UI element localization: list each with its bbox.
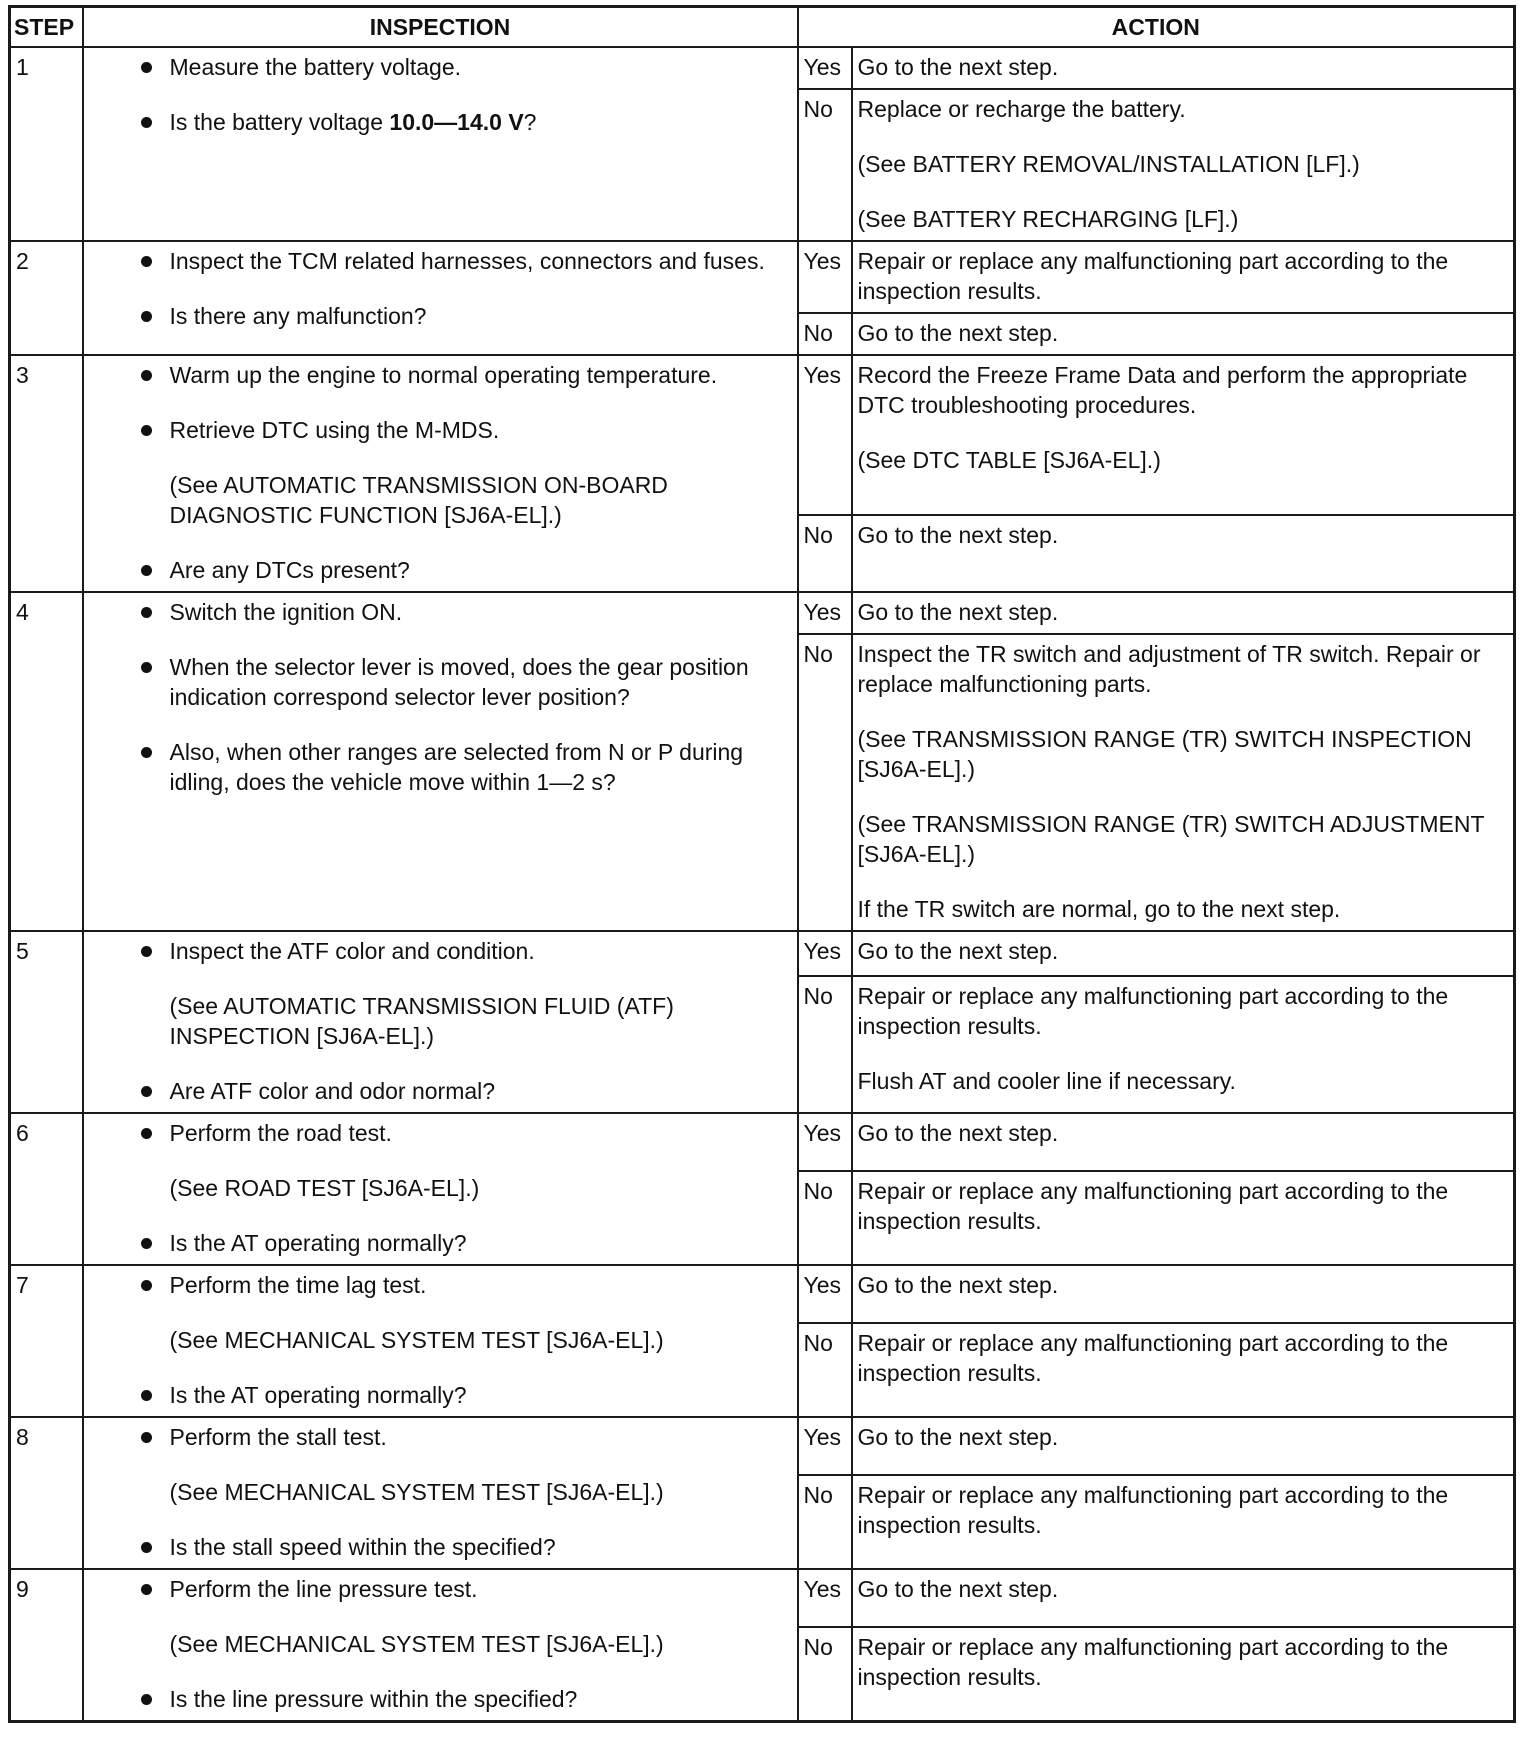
step-2-yes-row xyxy=(10,241,1515,313)
step-1-yes-row xyxy=(10,47,1515,89)
reference-text: (See BATTERY RECHARGING [LF].) xyxy=(857,206,1239,232)
no-label: No xyxy=(798,1171,852,1265)
reference-text: (See TRANSMISSION RANGE (TR) SWITCH ADJUSTMENT [SJ6A-EL].) xyxy=(857,811,1485,867)
step-7-yes-row xyxy=(10,1265,1515,1323)
action-text: Replace or recharge the battery. xyxy=(857,96,1186,122)
header-row xyxy=(10,7,1515,48)
yes-label: Yes xyxy=(798,241,852,313)
yes-action xyxy=(852,1569,1515,1627)
inspection-item: Inspect the ATF color and condition. xyxy=(89,936,792,966)
action-text: Repair or replace any malfunctioning part according to the inspection results. xyxy=(857,983,1449,1040)
inspection-item: Warm up the engine to normal operating temperature. xyxy=(89,360,792,390)
action-text: Go to the next step. xyxy=(857,1424,1059,1450)
action-text: Repair or replace any malfunctioning part according to the inspection results. xyxy=(857,1330,1449,1386)
no-label: No xyxy=(798,1627,852,1722)
no-action xyxy=(852,1475,1515,1569)
no-label: No xyxy=(798,1323,852,1417)
action-text: Go to the next step. xyxy=(857,320,1059,346)
step-number: 1 xyxy=(10,47,83,241)
step-5-yes-row xyxy=(10,931,1515,976)
step-6-inspection xyxy=(83,1113,798,1265)
no-action xyxy=(852,515,1515,592)
reference-text: (See AUTOMATIC TRANSMISSION FLUID (ATF) INSPECTION [SJ6A-EL].) xyxy=(169,993,674,1049)
reference-text: (See MECHANICAL SYSTEM TEST [SJ6A-EL].) xyxy=(169,1479,664,1505)
step-8-yes-row xyxy=(10,1417,1515,1475)
inspection-item: Is the stall speed within the specified? xyxy=(89,1532,792,1562)
yes-action xyxy=(852,47,1515,89)
step-number: 3 xyxy=(10,355,83,592)
no-label: No xyxy=(798,89,852,241)
action-text: If the TR switch are normal, go to the next step. xyxy=(857,896,1341,922)
no-label: No xyxy=(798,976,852,1113)
no-action xyxy=(852,89,1515,241)
yes-label: Yes xyxy=(798,1113,852,1171)
step-6-yes-row xyxy=(10,1113,1515,1171)
step-number: 7 xyxy=(10,1265,83,1417)
inspection-item: Are ATF color and odor normal? xyxy=(89,1076,792,1106)
inspection-item: When the selector lever is moved, does the gear position indication correspond selector lever position? xyxy=(89,652,792,712)
yes-label: Yes xyxy=(798,47,852,89)
step-number: 8 xyxy=(10,1417,83,1569)
yes-label: Yes xyxy=(798,931,852,976)
question-mark: ? xyxy=(523,109,537,135)
yes-action xyxy=(852,931,1515,976)
no-label: No xyxy=(798,634,852,931)
inspection-item: Also, when other ranges are selected from N or P during idling, does the vehicle move within 1—2 s? xyxy=(89,737,792,797)
reference-text: (See MECHANICAL SYSTEM TEST [SJ6A-EL].) xyxy=(169,1327,664,1353)
inspection-item: Measure the battery voltage. xyxy=(89,52,792,82)
no-action xyxy=(852,1627,1515,1722)
voltage-spec: 10.0—14.0 V xyxy=(389,109,524,135)
step-column-header: STEP xyxy=(10,7,83,48)
action-text: Inspect the TR switch and adjustment of TR switch. Repair or replace malfunctioning parts. xyxy=(857,641,1481,697)
no-label: No xyxy=(798,313,852,355)
step-number: 9 xyxy=(10,1569,83,1722)
reference-text: (See DTC TABLE [SJ6A-EL].) xyxy=(857,447,1161,473)
inspection-question: Is the battery voltage xyxy=(169,109,390,135)
step-1-inspection xyxy=(83,47,798,241)
no-action xyxy=(852,634,1515,931)
action-text: Go to the next step. xyxy=(857,938,1059,964)
yes-action xyxy=(852,1265,1515,1323)
inspection-item: Is the AT operating normally? xyxy=(89,1228,792,1258)
inspection-item: Are any DTCs present? xyxy=(89,555,792,585)
no-label: No xyxy=(798,515,852,592)
reference-text: (See AUTOMATIC TRANSMISSION ON-BOARD DIAGNOSTIC FUNCTION [SJ6A-EL].) xyxy=(169,472,668,528)
reference-text: (See TRANSMISSION RANGE (TR) SWITCH INSPECTION [SJ6A-EL].) xyxy=(857,726,1472,782)
step-9-yes-row xyxy=(10,1569,1515,1627)
action-text: Repair or replace any malfunctioning part according to the inspection results. xyxy=(857,1178,1449,1234)
step-number: 4 xyxy=(10,592,83,931)
inspection-item xyxy=(89,107,792,137)
step-3-yes-row xyxy=(10,355,1515,515)
no-action xyxy=(852,976,1515,1113)
inspection-item: Is there any malfunction? xyxy=(89,301,792,331)
yes-label: Yes xyxy=(798,1265,852,1323)
reference-text: (See ROAD TEST [SJ6A-EL].) xyxy=(169,1175,480,1201)
action-text: Repair or replace any malfunctioning part according to the inspection results. xyxy=(857,1634,1449,1690)
inspection-item: Perform the stall test. xyxy=(89,1422,792,1452)
yes-action xyxy=(852,592,1515,634)
action-text: Go to the next step. xyxy=(857,1120,1059,1146)
inspection-item: Is the AT operating normally? xyxy=(89,1380,792,1410)
inspection-item: Is the line pressure within the specified? xyxy=(89,1684,792,1714)
diagnostic-procedure xyxy=(8,5,1513,1723)
reference-text: (See BATTERY REMOVAL/INSTALLATION [LF].) xyxy=(857,151,1360,177)
action-text: Go to the next step. xyxy=(857,1576,1059,1602)
step-number: 5 xyxy=(10,931,83,1113)
reference-text: (See MECHANICAL SYSTEM TEST [SJ6A-EL].) xyxy=(169,1631,664,1657)
inspection-item: Perform the line pressure test. xyxy=(89,1574,792,1604)
yes-label: Yes xyxy=(798,1569,852,1627)
action-column-header: ACTION xyxy=(798,7,1515,48)
step-5-inspection xyxy=(83,931,798,1113)
step-4-yes-row xyxy=(10,592,1515,634)
inspection-item: Switch the ignition ON. xyxy=(89,597,792,627)
yes-label: Yes xyxy=(798,355,852,515)
yes-action xyxy=(852,1417,1515,1475)
no-label: No xyxy=(798,1475,852,1569)
yes-action xyxy=(852,1113,1515,1171)
inspection-column-header: INSPECTION xyxy=(83,7,798,48)
yes-action xyxy=(852,355,1515,515)
yes-action xyxy=(852,241,1515,313)
action-text: Go to the next step. xyxy=(857,599,1059,625)
step-7-inspection xyxy=(83,1265,798,1417)
step-4-inspection xyxy=(83,592,798,931)
yes-label: Yes xyxy=(798,1417,852,1475)
action-text: Repair or replace any malfunctioning part according to the inspection results. xyxy=(857,248,1449,304)
inspection-item: Inspect the TCM related harnesses, connectors and fuses. xyxy=(89,246,792,276)
step-9-inspection xyxy=(83,1569,798,1722)
action-text: Repair or replace any malfunctioning part according to the inspection results. xyxy=(857,1482,1449,1538)
step-8-inspection xyxy=(83,1417,798,1569)
inspection-item: Retrieve DTC using the M-MDS. xyxy=(89,415,792,445)
step-number: 2 xyxy=(10,241,83,355)
no-action xyxy=(852,313,1515,355)
action-text: Go to the next step. xyxy=(857,54,1059,80)
action-text: Record the Freeze Frame Data and perform the appropriate DTC troubleshooting procedures. xyxy=(857,362,1468,418)
step-number: 6 xyxy=(10,1113,83,1265)
action-text: Go to the next step. xyxy=(857,1272,1059,1298)
step-2-inspection xyxy=(83,241,798,355)
action-text: Flush AT and cooler line if necessary. xyxy=(857,1068,1236,1095)
yes-label: Yes xyxy=(798,592,852,634)
step-3-inspection xyxy=(83,355,798,592)
action-text: Go to the next step. xyxy=(857,522,1059,548)
inspection-item: Perform the road test. xyxy=(89,1118,792,1148)
no-action xyxy=(852,1171,1515,1265)
diagnostic-table xyxy=(8,5,1516,1723)
inspection-item: Perform the time lag test. xyxy=(89,1270,792,1300)
no-action xyxy=(852,1323,1515,1417)
